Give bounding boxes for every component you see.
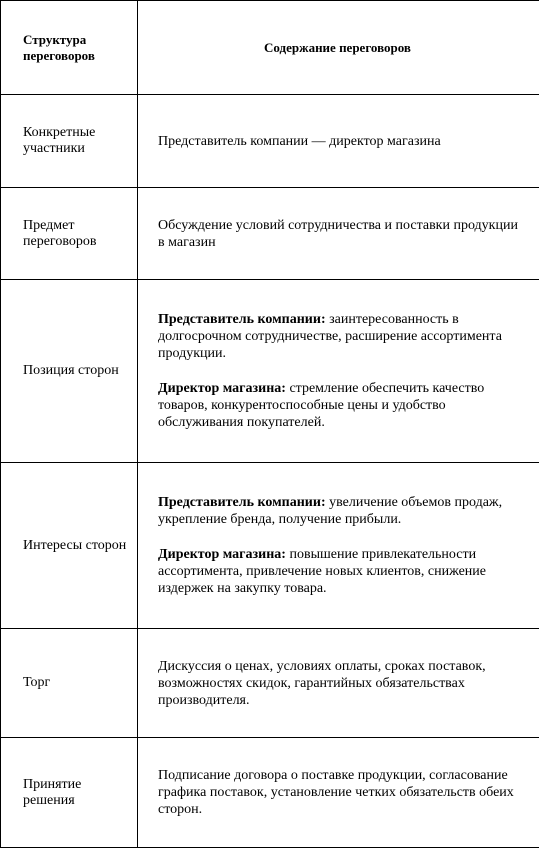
table-row bbox=[1, 629, 539, 738]
row-label-cell bbox=[1, 463, 138, 629]
position-company-paragraph bbox=[158, 311, 525, 362]
row-label: Интересы сторон bbox=[23, 538, 131, 554]
row-label-cell bbox=[1, 738, 138, 848]
row-label-cell bbox=[1, 95, 138, 188]
party-text: стремление обеспечить качество товаров, конкурентоспособные цены и удобство обслуживания покупателей. bbox=[158, 381, 484, 430]
row-text: Обсуждение условий сотрудничества и поставки продукции в магазин bbox=[158, 217, 525, 251]
row-label: Принятие решения bbox=[23, 777, 131, 809]
row-label-cell bbox=[1, 629, 138, 738]
party-text: увеличение объемов продаж, укрепление бренда, получение прибыли. bbox=[158, 495, 502, 527]
row-label: Торг bbox=[23, 675, 131, 691]
party-lead-label: Директор магазина: bbox=[158, 381, 286, 396]
row-content-cell bbox=[138, 188, 539, 280]
header-content-label: Содержание переговоров bbox=[158, 39, 525, 56]
row-text: Дискуссия о ценах, условиях оплаты, сроках поставок, возможностях скидок, гарантийных обязательствах производителя. bbox=[158, 658, 525, 709]
interests-company-paragraph bbox=[158, 494, 525, 528]
party-text: заинтересованность в долгосрочном сотрудничестве, расширение ассортимента продукции. bbox=[158, 312, 502, 361]
party-lead-label: Директор магазина: bbox=[158, 547, 286, 562]
party-lead-label: Представитель компании: bbox=[158, 312, 326, 327]
header-structure-label: Структура переговоров bbox=[23, 32, 131, 64]
party-lead-label: Представитель компании: bbox=[158, 495, 326, 510]
party-text: повышение привлекательности ассортимента, привлечение новых клиентов, снижение издержек на закупку товара. bbox=[158, 547, 486, 596]
header-cell-content bbox=[138, 1, 539, 95]
row-text: Представитель компании — директор магазина bbox=[158, 133, 525, 150]
row-text: Подписание договора о поставке продукции, согласование графика поставок, установление четких обязательств обеих сторон. bbox=[158, 767, 525, 818]
table-header-row bbox=[1, 1, 539, 95]
row-label: Конкретные участники bbox=[23, 125, 131, 157]
header-cell-structure bbox=[1, 1, 138, 95]
row-content-cell bbox=[138, 738, 539, 848]
row-label: Позиция сторон bbox=[23, 363, 131, 379]
row-label-cell bbox=[1, 280, 138, 463]
table-row bbox=[1, 738, 539, 848]
table-row bbox=[1, 188, 539, 280]
row-content-cell bbox=[138, 629, 539, 738]
table-row bbox=[1, 463, 539, 629]
row-content-cell bbox=[138, 280, 539, 463]
row-label-cell bbox=[1, 188, 138, 280]
interests-director-paragraph bbox=[158, 546, 525, 597]
row-content-cell bbox=[138, 463, 539, 629]
position-director-paragraph bbox=[158, 380, 525, 431]
row-label: Предмет переговоров bbox=[23, 218, 131, 250]
table-row bbox=[1, 95, 539, 188]
row-content-cell bbox=[138, 95, 539, 188]
table-row bbox=[1, 280, 539, 463]
